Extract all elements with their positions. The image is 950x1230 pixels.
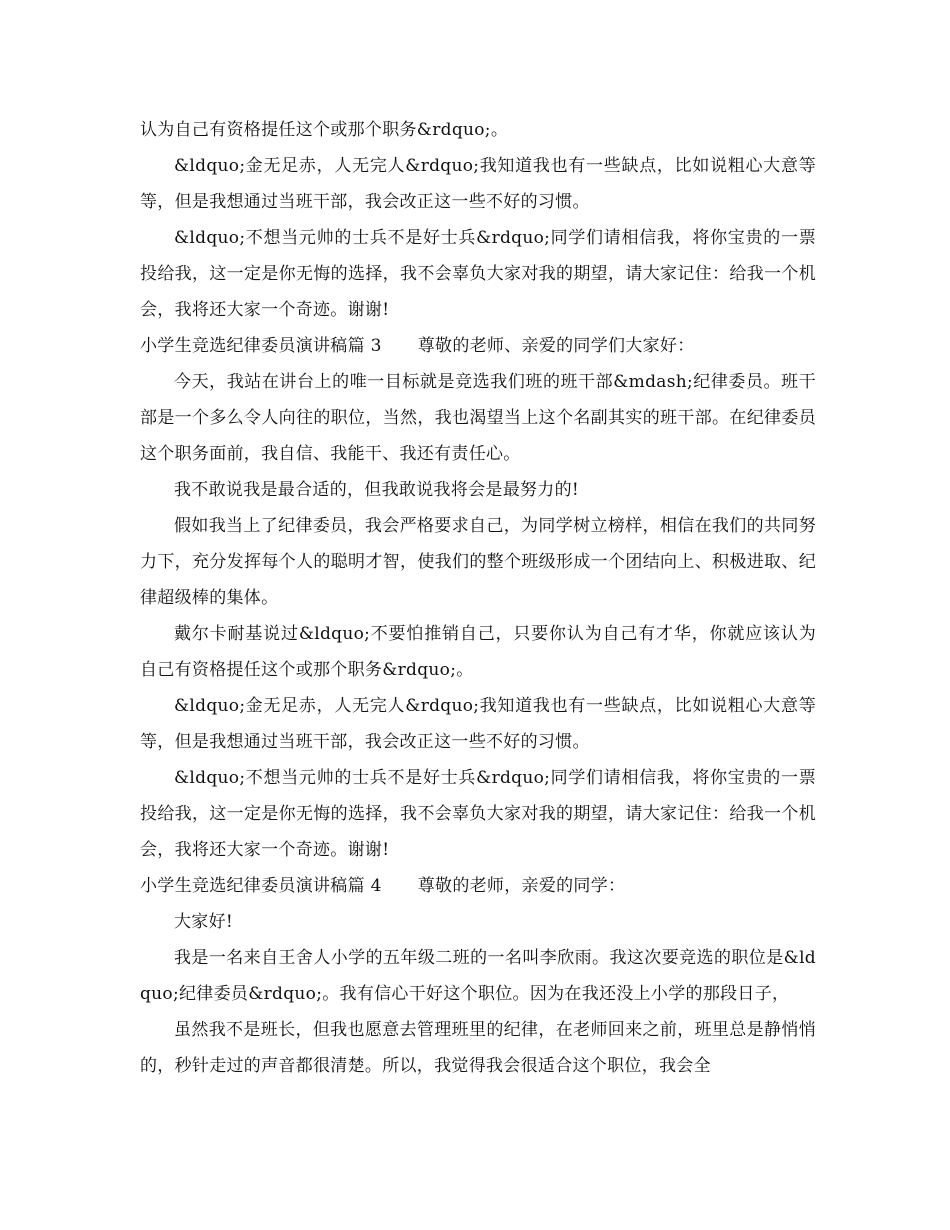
- paragraph: &ldquo;金无足赤，人无完人&rdquo;我知道我也有一些缺点，比如说粗心大意等等，但是我想通过当班干部，我会改正这一些不好的习惯。: [140, 156, 816, 212]
- paragraph: &ldquo;金无足赤，人无完人&rdquo;我知道我也有一些缺点，比如说粗心大意等等，但是我想通过当班干部，我会改正这一些不好的习惯。: [140, 696, 816, 752]
- paragraph: 我不敢说我是最合适的，但我敢说我将会是最努力的!: [174, 480, 580, 500]
- paragraph: &ldquo;不想当元帅的士兵不是好士兵&rdquo;同学们请相信我，将你宝贵的一票投给我，这一定是你无悔的选择，我不会辜负大家对我的期望，请大家记住：给我一个机会，我将还大家一个奇迹。谢谢!: [140, 768, 816, 860]
- paragraph: 今天，我站在讲台上的唯一目标就是竞选我们班的班干部&mdash;纪律委员。班干部是一个多么令人向往的职位，当然，我也渴望当上这个名副其实的班干部。在纪律委员这个职务面前，我自信、我能干、我还有责任心。: [140, 372, 816, 464]
- section-greeting: 尊敬的老师，亲爱的同学：: [417, 876, 626, 896]
- paragraph: 假如我当上了纪律委员，我会严格要求自己，为同学树立榜样，相信在我们的共同努力下，充分发挥每个人的聪明才智，使我们的整个班级形成一个团结向上、积极进取、纪律超级棒的集体。: [140, 516, 816, 608]
- paragraph: &ldquo;不想当元帅的士兵不是好士兵&rdquo;同学们请相信我，将你宝贵的一票投给我，这一定是你无悔的选择，我不会辜负大家对我的期望，请大家记住：给我一个机会，我将还大家一个奇迹。谢谢!: [140, 228, 816, 320]
- paragraph: 戴尔卡耐基说过&ldquo;不要怕推销自己，只要你认为自己有才华，你就应该认为自己有资格提任这个或那个职务&rdquo;。: [140, 624, 816, 680]
- paragraph: 我是一名来自王舍人小学的五年级二班的一名叫李欣雨。我这次要竞选的职位是&ldquo;纪律委员&rdquo;。我有信心干好这个职位。因为在我还没上小学的那段日子，: [140, 948, 816, 1004]
- section-title: 小学生竞选纪律委员演讲稿篇 4: [140, 876, 382, 896]
- document-body: [140, 112, 816, 1084]
- paragraph: 虽然我不是班长，但我也愿意去管理班里的纪律，在老师回来之前，班里总是静悄悄的，秒针走过的声音都很清楚。所以，我觉得我会很适合这个职位，我会全: [140, 1020, 816, 1076]
- section-heading-4: [140, 868, 816, 904]
- section-heading-3: [140, 328, 816, 364]
- paragraph-continuation: 认为自己有资格提任这个或那个职务&rdquo;。: [140, 120, 509, 140]
- paragraph: 大家好!: [174, 912, 234, 932]
- section-title: 小学生竞选纪律委员演讲稿篇 3: [140, 336, 382, 356]
- section-greeting: 尊敬的老师、亲爱的同学们大家好：: [417, 336, 695, 356]
